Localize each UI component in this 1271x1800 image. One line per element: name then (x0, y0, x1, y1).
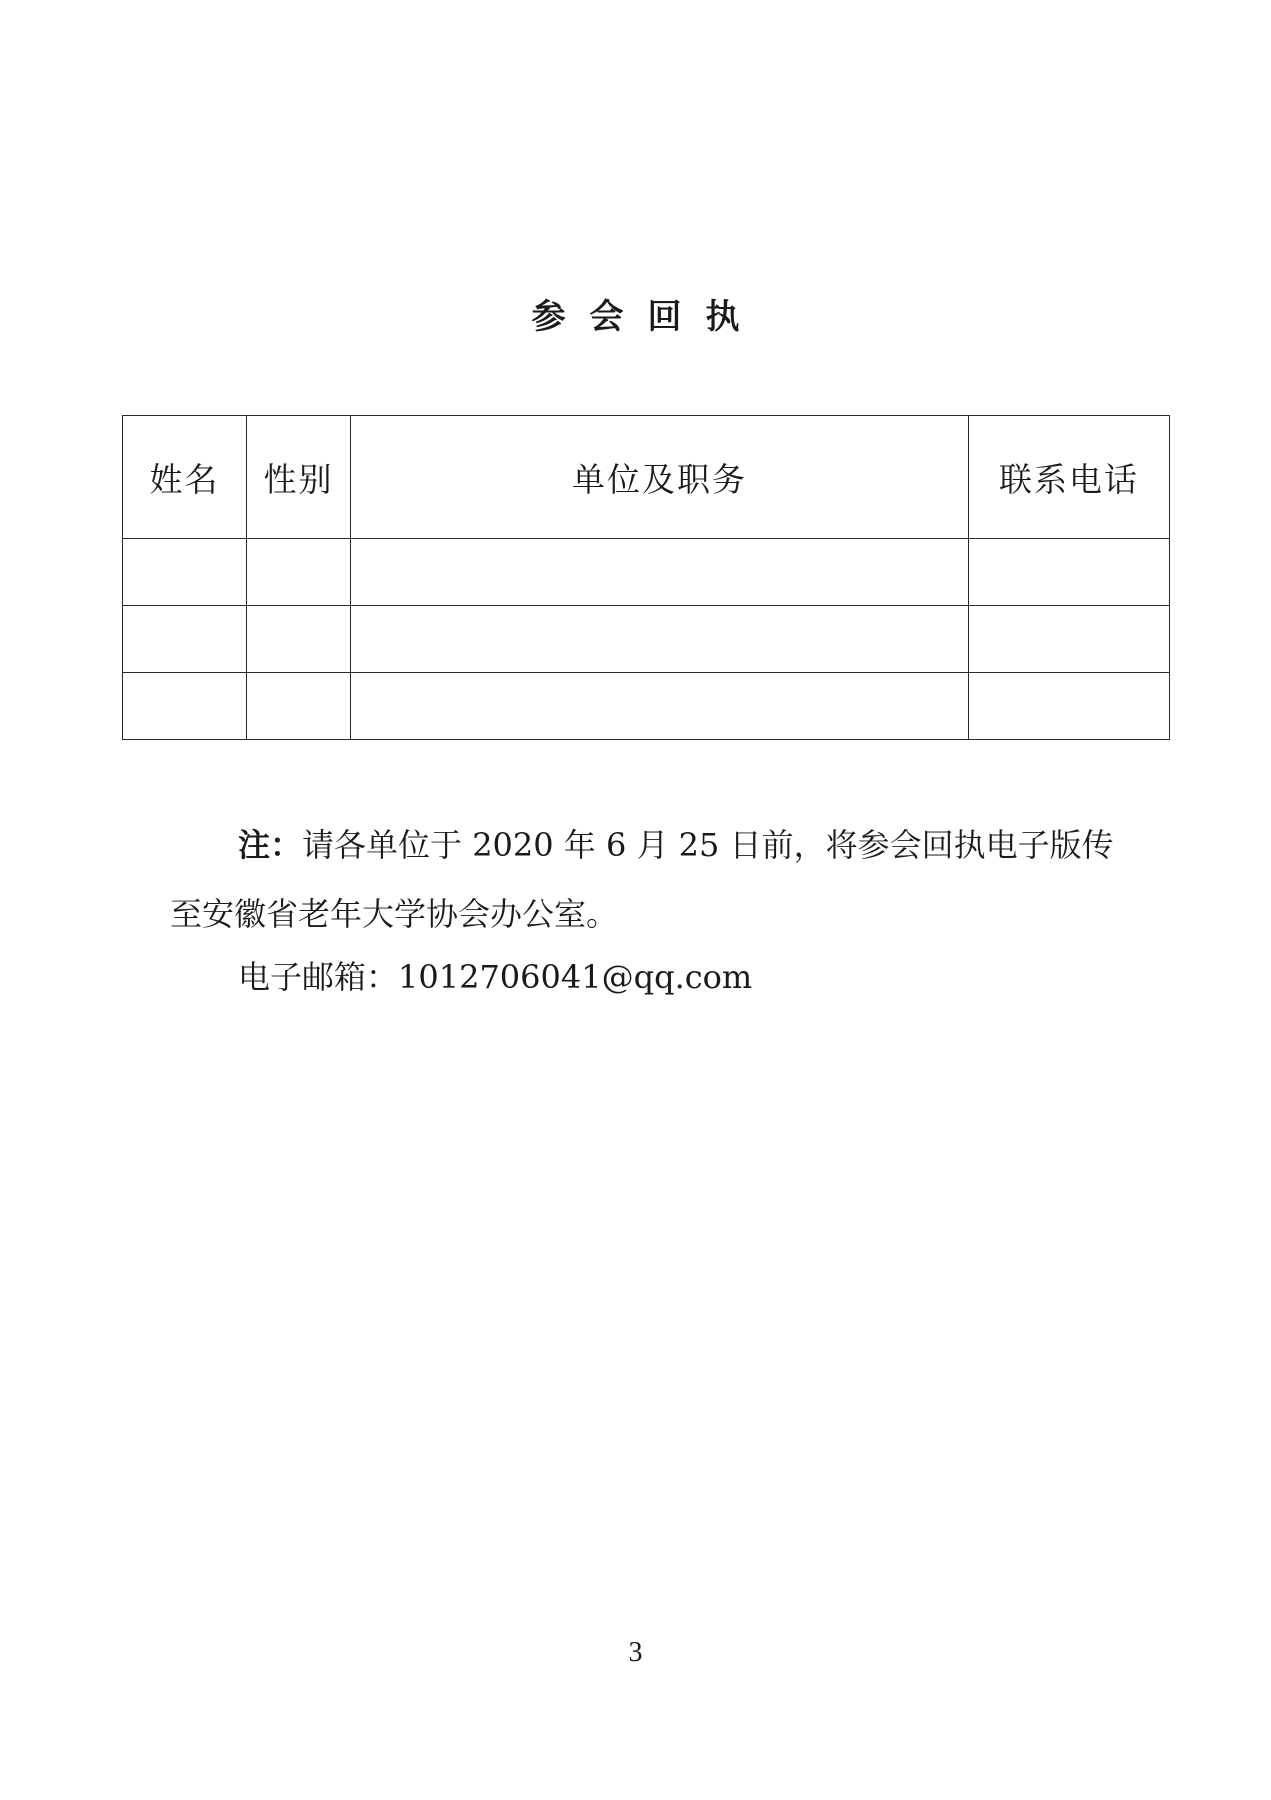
page-number: 3 (628, 1637, 643, 1668)
page-title: 参会回执 (531, 297, 764, 337)
cell-unit-position[interactable] (351, 673, 969, 740)
cell-unit-position[interactable] (351, 539, 969, 606)
cell-unit-position[interactable] (351, 606, 969, 673)
cell-gender[interactable] (247, 606, 351, 673)
table-row (123, 673, 1170, 740)
cell-name[interactable] (123, 539, 247, 606)
email-line: 电子邮箱：1012706041@qq.com (238, 958, 753, 996)
cell-gender[interactable] (247, 539, 351, 606)
cell-name[interactable] (123, 606, 247, 673)
note-line-2: 至安徽省老年大学协会办公室。 (170, 895, 619, 933)
table-row (123, 539, 1170, 606)
receipt-table (122, 415, 1170, 740)
note-line-1 (238, 823, 1198, 867)
table-row (123, 606, 1170, 673)
cell-gender[interactable] (247, 673, 351, 740)
header-phone: 联系电话 (969, 416, 1170, 539)
cell-phone[interactable] (969, 606, 1170, 673)
cell-name[interactable] (123, 673, 247, 740)
table-header-row (123, 416, 1170, 539)
note-text: 请各单位于 2020 年 6 月 25 日前，将参会回执电子版传 (302, 826, 1114, 864)
cell-phone[interactable] (969, 673, 1170, 740)
header-unit-position: 单位及职务 (351, 416, 969, 539)
note-prefix: 注： (238, 826, 303, 864)
header-gender: 性别 (247, 416, 351, 539)
header-name: 姓名 (123, 416, 247, 539)
cell-phone[interactable] (969, 539, 1170, 606)
